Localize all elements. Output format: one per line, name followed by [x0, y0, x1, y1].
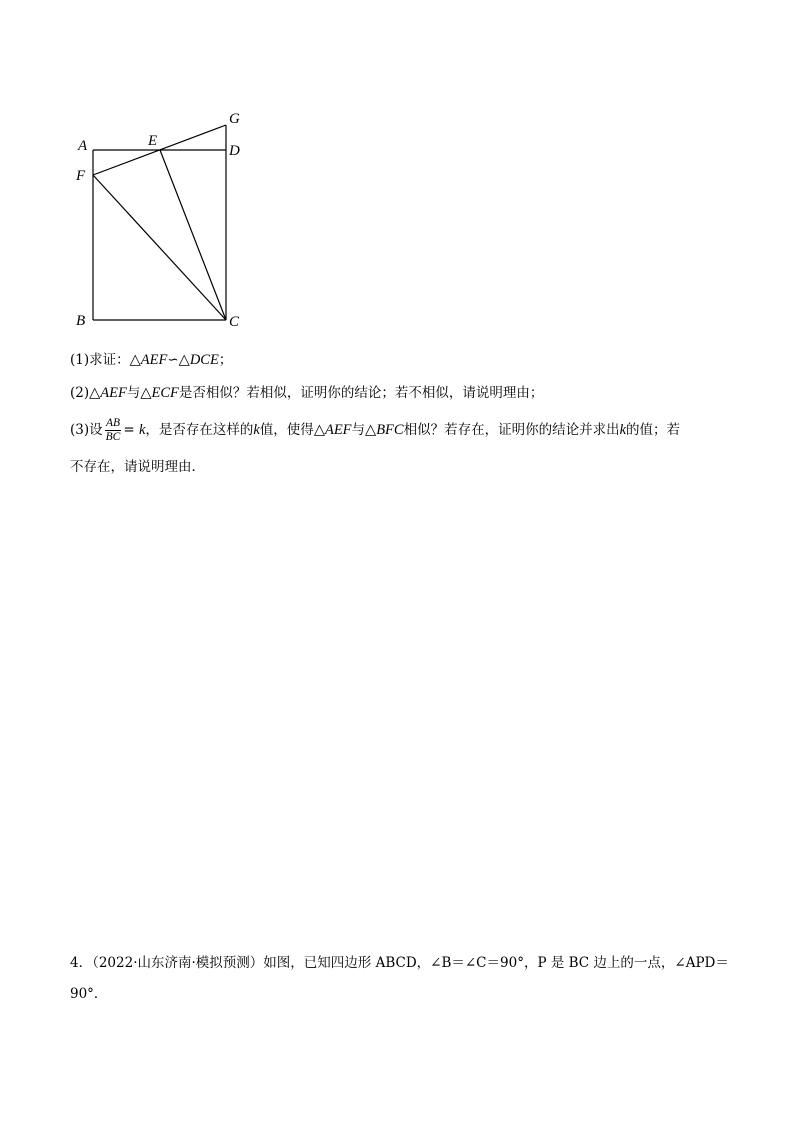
question-3-line-2: 不存在，请说明理由．	[70, 459, 205, 475]
q1-prefix: (1)求证：	[70, 352, 130, 368]
q1-triangle-2: △DCE	[178, 352, 219, 368]
label-C: C	[229, 314, 240, 330]
q3-text-1: ，是否存在这样的	[145, 422, 254, 438]
q2-triangle-2: △ECF	[140, 385, 179, 401]
question-3-line-1	[70, 417, 680, 444]
q2-mid: 与	[126, 385, 141, 401]
q1-similar-symbol: ∽	[167, 352, 179, 368]
segment-FC	[93, 175, 226, 320]
q3-prefix: (3)设	[70, 422, 103, 438]
q1-suffix: ；	[218, 352, 233, 368]
label-E: E	[148, 133, 158, 149]
q1-triangle-1: △AEF	[129, 352, 168, 368]
label-F: F	[76, 168, 86, 184]
q3-fraction	[105, 417, 122, 444]
q3-text-3: 相似？若存在，证明你的结论并求出	[403, 422, 620, 438]
q3-k-2: k	[253, 422, 260, 438]
q3-fraction-numerator: AB	[105, 417, 120, 429]
q3-k-1: k	[138, 422, 146, 438]
q3-equals: =	[123, 422, 139, 438]
label-B: B	[76, 313, 86, 329]
geometry-figure	[70, 105, 260, 340]
question-1	[70, 350, 232, 370]
q2-triangle-1: △AEF	[89, 385, 127, 401]
q3-text-2: 值，使得	[259, 422, 314, 438]
segment-EC	[160, 150, 226, 320]
q3-fraction-denominator: BC	[105, 431, 121, 443]
q3-triangle-1: △AEF	[313, 422, 352, 438]
question-4-line-1: 4．（2022·山东济南·模拟预测）如图，已知四边形 ABCD，∠B＝∠C＝90°，P 是 BC 边上的一点，∠APD＝	[70, 955, 729, 971]
q3-mid: 与	[351, 422, 366, 438]
label-D: D	[229, 143, 240, 159]
label-A: A	[78, 138, 88, 154]
q2-prefix: (2)	[70, 385, 90, 401]
q3-triangle-2: △BFC	[365, 422, 404, 438]
q2-suffix: 是否相似？若相似，证明你的结论；若不相似，请说明理由；	[178, 385, 544, 401]
q3-k-3: k	[619, 422, 627, 438]
question-2	[70, 383, 543, 403]
q3-text-4: 的值；若	[626, 422, 681, 438]
question-4-line-2: 90°．	[70, 986, 108, 1002]
label-G: G	[229, 111, 240, 127]
